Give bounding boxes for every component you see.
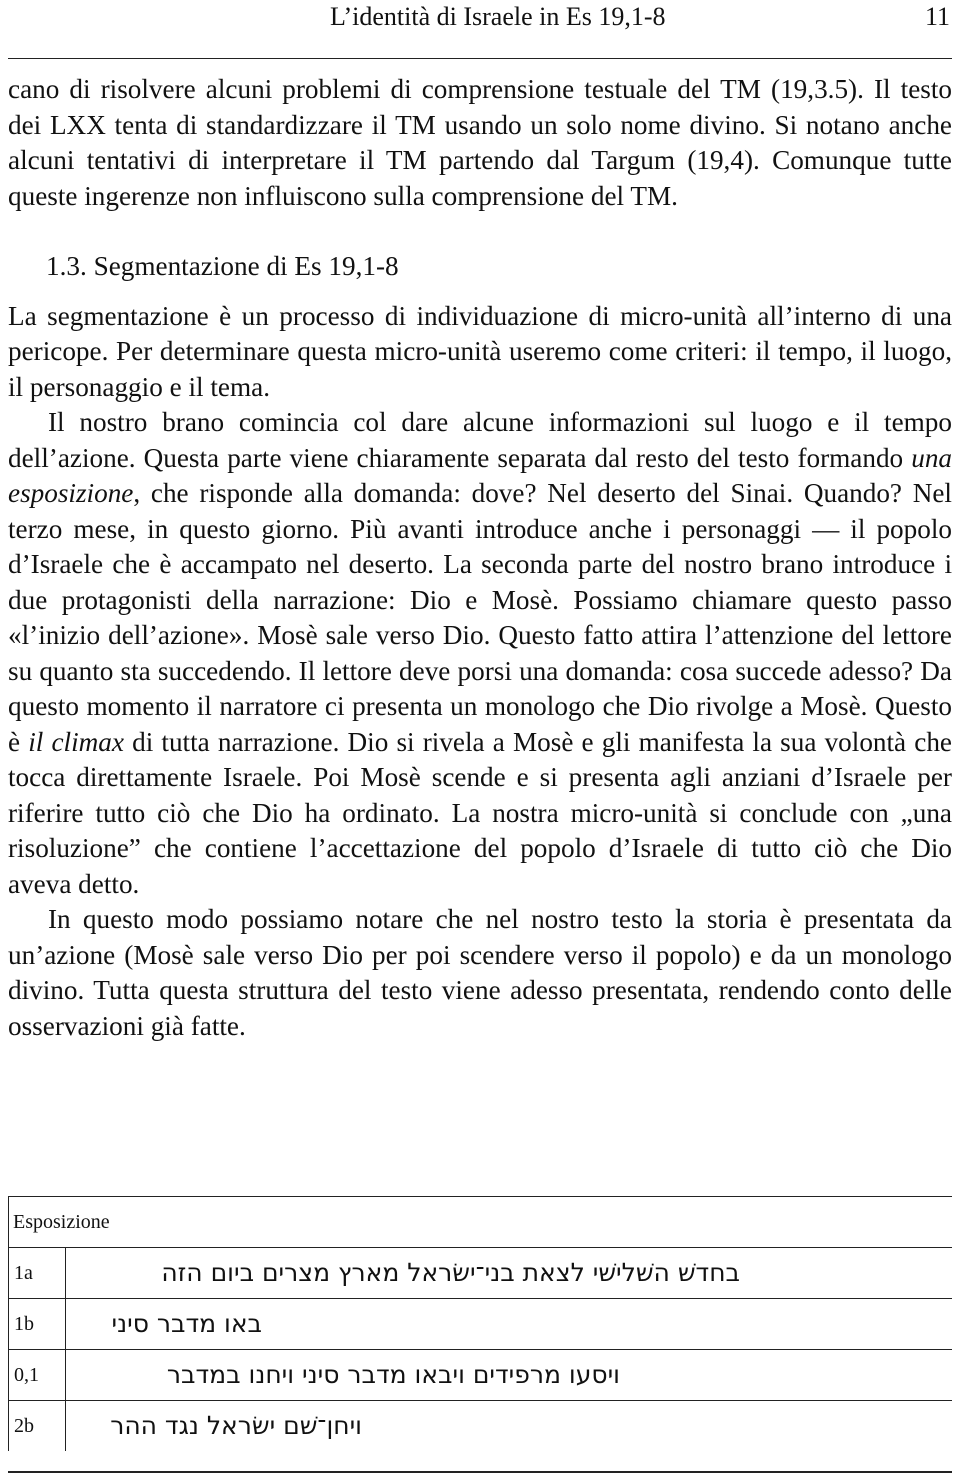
table-row (8, 1247, 952, 1298)
hebrew-text: ויסעו מרפידים ויבאו מדבר סיני ויחנו במדבר (166, 1360, 620, 1389)
running-header (8, 0, 952, 59)
paragraph-segmentation: La segmentazione è un processo di individuazione di micro-unità all’interno di una pericope. Per determinare questa micro-unità useremo come criteri: il tempo, il luogo, il personaggio e il tema. (8, 300, 952, 402)
exposition-table (8, 1196, 952, 1451)
italic-term-climax: il climax (28, 726, 124, 757)
table-header: Esposizione (8, 1197, 952, 1247)
paragraph-text: di tutta narrazione. Dio si rivela a Mosè e gli manifesta la sua volontà che tocca direttamente Israele. Poi Mosè scende e si presenta agli anziani d’Israele per riferire tutto ciò che Dio ha ordinato. La nostra micro-unità si conclude con „una risoluzione” che contiene l’accettazione del popolo d’Israele di tutto ciò che Dio aveva detto. (8, 726, 952, 899)
italic-term-esposizione: una esposizione (8, 442, 952, 508)
paragraph-text: Il nostro brano comincia col dare alcune informazioni sul luogo e il tempo dell’azione. Questa parte viene chiaramente separata dal resto del testo formando (8, 407, 952, 473)
verse-number: 0,1 (8, 1350, 66, 1400)
hebrew-text: ויחן־שׁם ישׂראל נגד ההר (110, 1411, 362, 1440)
running-title: L’identità di Israele in Es 19,1-8 (330, 2, 666, 31)
table-row (8, 1400, 952, 1451)
body-text (8, 72, 952, 1044)
page-number: 11 (924, 2, 950, 31)
verse-number: 1b (8, 1299, 66, 1349)
verse-number: 1a (8, 1248, 66, 1298)
section-heading: 1.3. Segmentazione di Es 19,1-8 (46, 251, 399, 281)
paragraph-text: , che risponde alla domanda: dove? Nel deserto del Sinai. Quando? Nel terzo mese, in questo giorno. Più avanti introduce anche i personaggi — il popolo d’Israele che è accampato nel deserto. La seconda parte del nostro brano introduce i due protagonisti della narrazione: Dio e Mosè. Possiamo chiamare questo passo «l’inizio dell’azione». Mosè sale verso Dio. Questo fatto attira l’attenzione del lettore su quanto sta succedendo. Il lettore deve porsi una domanda: cosa succede adesso? Da questo momento il narratore ci presenta un monologo che Dio rivolge a Mosè. Questo è (8, 478, 952, 757)
intro-paragraph: cano di risolvere alcuni problemi di comprensione testuale del TM (19,3.5). Il testo dei LXX tenta di standardizzare il TM usando un solo nome divino. Si notano anche alcuni tentativi di interpretare il TM partendo dal Targum (19,4). Comunque tutte queste ingerenze non influiscono sulla comprensione del TM. (8, 74, 952, 211)
hebrew-text: באו מדבר סיני (111, 1309, 262, 1338)
table-row (8, 1349, 952, 1400)
paragraph-structure (8, 405, 952, 902)
table-row (8, 1298, 952, 1349)
paragraph-conclusion: In questo modo possiamo notare che nel nostro testo la storia è presentata da un’azione (Mosè sale verso Dio per poi scendere verso il popolo) e da un monologo divino. Tutta questa struttura del testo viene adesso presentata, rendendo conto delle osservazioni già fatte. (8, 904, 952, 1041)
verse-number: 2b (8, 1401, 66, 1451)
hebrew-text: בחדשׁ השׁלישׁי לצאת בני־ישׂראל מארץ מצרים ביום הזה (161, 1258, 740, 1287)
bottom-rule (8, 1471, 952, 1473)
